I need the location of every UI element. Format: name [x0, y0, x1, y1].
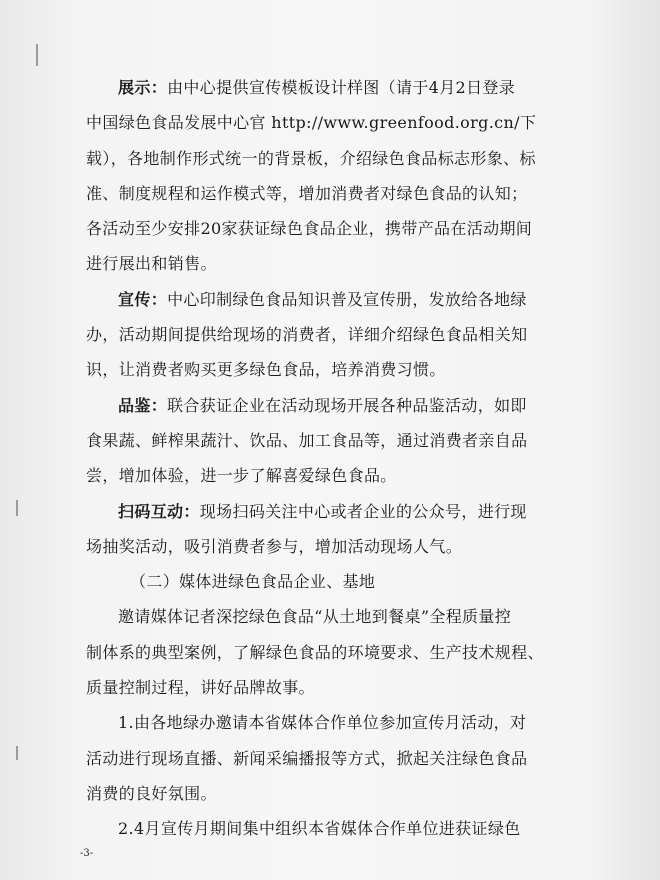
page-number: -3- — [80, 848, 94, 859]
list-item-line: 2.4月宣传月期间集中组织本省媒体合作单位进获证绿色 — [118, 819, 521, 839]
list-item-line: 1.由各地绿办邀请本省媒体合作单位参加宣传月活动，对 — [118, 713, 527, 733]
paragraph-line: 场抽奖活动，吸引消费者参与，增加活动现场人气。 — [86, 536, 463, 556]
paragraph-line: 中国绿色食品发展中心官 http://www.greenfood.org.cn/下 — [86, 113, 537, 133]
paragraph-lead: 品鉴： — [118, 395, 168, 415]
paragraph-line: 品鉴：联合获证企业在活动现场开展各种品鉴活动，如即 — [118, 395, 527, 415]
paragraph-line: 识，让消费者购买更多绿色食品，培养消费习惯。 — [86, 360, 446, 380]
paragraph-line: 扫码互动：现场扫码关注中心或者企业的公众号，进行现 — [118, 501, 527, 521]
scan-mark — [16, 500, 18, 516]
list-item-line: 活动进行现场直播、新闻采编播报等方式，掀起关注绿色食品 — [86, 748, 528, 768]
list-item-line: 消费的良好氛围。 — [86, 783, 217, 803]
paragraph-line: 尝，增加体验，进一步了解喜爱绿色食品。 — [86, 466, 397, 486]
scan-mark — [36, 44, 38, 66]
scan-mark — [16, 746, 18, 760]
document-body — [86, 70, 576, 847]
paragraph-line: 宣传：中心印制绿色食品知识普及宣传册，发放给各地绿 — [118, 289, 527, 309]
paragraph-line: 办，活动期间提供给现场的消费者，详细介绍绿色食品相关知 — [86, 325, 528, 345]
paragraph-line: 展示：由中心提供宣传模板设计样图（请于4月2日登录 — [118, 78, 516, 97]
paragraph-line: 各活动至少安排20家获证绿色食品企业，携带产品在活动期间 — [86, 219, 533, 239]
section-heading: （二）媒体进绿色食品企业、基地 — [130, 572, 376, 592]
paragraph-line: 准、制度规程和运作模式等，增加消费者对绿色食品的认知； — [86, 183, 528, 203]
paragraph-line: 进行展出和销售。 — [86, 254, 217, 274]
paragraph-lead: 扫码互动： — [118, 501, 200, 521]
paragraph-line: 制体系的典型案例，了解绿色食品的环境要求、生产技术规程、 — [86, 642, 544, 662]
paragraph-lead: 展示： — [118, 78, 168, 97]
paragraph-line: 食果蔬、鲜榨果蔬汁、饮品、加工食品等，通过消费者亲自品 — [86, 430, 528, 450]
paragraph-line: 载），各地制作形式统一的背景板，介绍绿色食品标志形象、标 — [86, 148, 536, 168]
paragraph-lead: 宣传： — [118, 289, 168, 309]
paragraph-line: 质量控制过程，讲好品牌故事。 — [86, 678, 315, 698]
paragraph-line: 邀请媒体记者深挖绿色食品“从土地到餐桌”全程质量控 — [118, 607, 512, 627]
